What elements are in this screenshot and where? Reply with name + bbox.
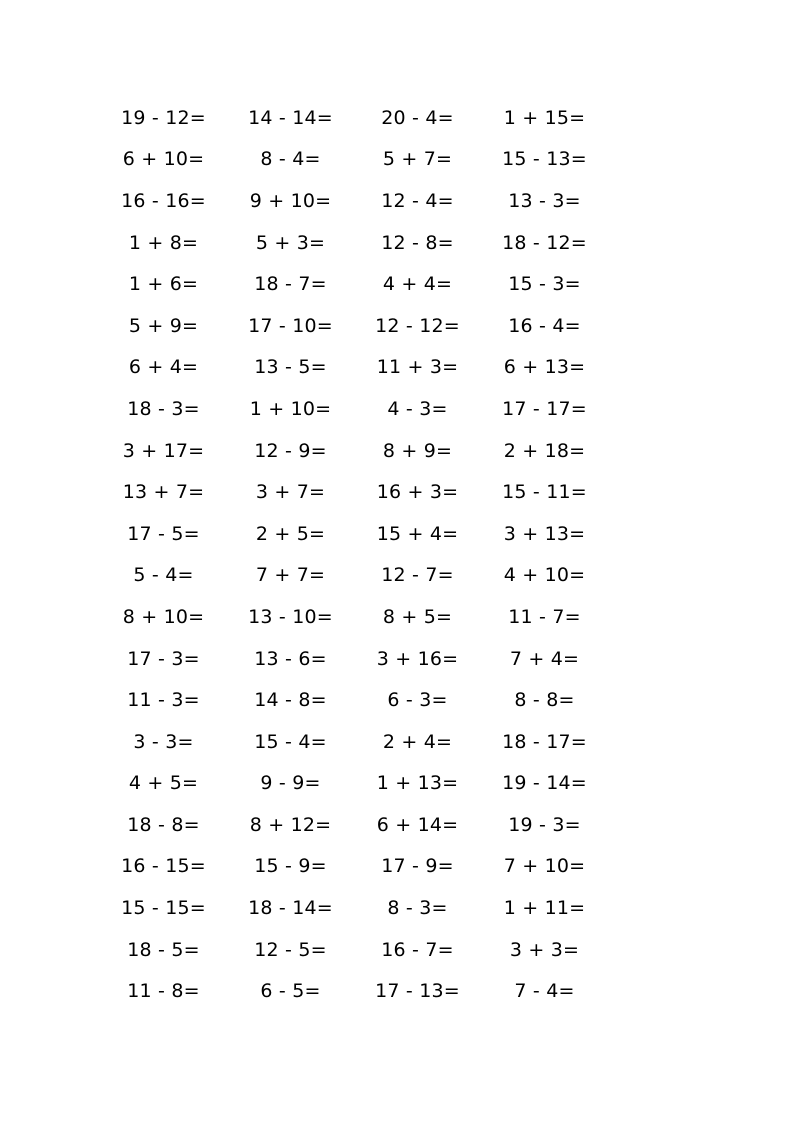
math-problem: 4 + 4= <box>382 273 453 296</box>
math-problem: 15 - 11= <box>502 481 587 504</box>
math-problem: 8 + 9= <box>382 439 453 462</box>
math-problem: 17 - 5= <box>127 522 200 545</box>
math-problem: 11 + 3= <box>376 356 459 379</box>
math-problem: 3 + 3= <box>509 938 580 961</box>
math-problem: 1 + 13= <box>376 772 459 795</box>
math-problem: 3 + 16= <box>376 647 459 670</box>
math-problem: 13 - 3= <box>508 189 581 212</box>
math-problem: 18 - 8= <box>127 813 200 836</box>
problem-row <box>100 679 610 721</box>
math-problem: 7 + 7= <box>255 564 326 587</box>
math-problem: 16 - 15= <box>121 855 206 878</box>
math-problem: 16 - 16= <box>121 189 206 212</box>
math-problem: 5 + 9= <box>128 314 199 337</box>
math-problem: 5 + 3= <box>255 231 326 254</box>
problem-row <box>100 555 610 597</box>
math-problem: 14 - 8= <box>254 689 327 712</box>
problem-row <box>100 263 610 305</box>
math-problem: 8 + 10= <box>122 605 205 628</box>
math-problem: 15 - 3= <box>508 273 581 296</box>
math-problem: 2 + 5= <box>255 522 326 545</box>
problem-row <box>100 804 610 846</box>
problem-row <box>100 471 610 513</box>
problem-row <box>100 763 610 805</box>
math-problem: 17 - 10= <box>248 314 333 337</box>
problem-row <box>100 929 610 971</box>
math-problem: 1 + 8= <box>128 231 199 254</box>
problem-row <box>100 305 610 347</box>
math-problem: 18 - 5= <box>127 938 200 961</box>
math-problem: 15 - 4= <box>254 730 327 753</box>
math-problem: 1 + 11= <box>503 897 586 920</box>
problem-row <box>100 513 610 555</box>
math-problem: 8 - 3= <box>387 897 448 920</box>
problem-row <box>100 721 610 763</box>
math-problem: 18 - 12= <box>502 231 587 254</box>
math-problem: 7 + 4= <box>509 647 580 670</box>
math-problem: 12 - 4= <box>381 189 454 212</box>
math-problem: 17 - 13= <box>375 980 460 1003</box>
math-problem: 9 - 9= <box>260 772 321 795</box>
math-problem: 4 + 10= <box>503 564 586 587</box>
math-problem: 15 - 9= <box>254 855 327 878</box>
math-problem: 4 + 5= <box>128 772 199 795</box>
math-problem: 11 - 8= <box>127 980 200 1003</box>
math-problem: 18 - 14= <box>248 897 333 920</box>
math-problem: 7 + 10= <box>503 855 586 878</box>
math-problem: 12 - 9= <box>254 439 327 462</box>
math-problem: 14 - 14= <box>248 106 333 129</box>
problem-row <box>100 347 610 389</box>
math-problem: 16 - 7= <box>381 938 454 961</box>
math-problem: 8 - 8= <box>514 689 575 712</box>
math-problem: 7 - 4= <box>514 980 575 1003</box>
math-problem: 13 + 7= <box>122 481 205 504</box>
math-problem: 16 - 4= <box>508 314 581 337</box>
math-problem: 6 + 10= <box>122 148 205 171</box>
math-problem: 11 - 7= <box>508 605 581 628</box>
math-problem: 19 - 14= <box>502 772 587 795</box>
math-problem: 5 + 7= <box>382 148 453 171</box>
math-problem: 18 - 17= <box>502 730 587 753</box>
math-problem: 2 + 4= <box>382 730 453 753</box>
math-problem: 5 - 4= <box>133 564 194 587</box>
math-problem: 18 - 7= <box>254 273 327 296</box>
problem-row <box>100 388 610 430</box>
math-problem: 13 - 10= <box>248 605 333 628</box>
math-problem: 11 - 3= <box>127 689 200 712</box>
problem-row <box>100 222 610 264</box>
arithmetic-worksheet <box>100 97 610 1012</box>
problem-row <box>100 97 610 139</box>
math-problem: 8 + 12= <box>249 813 332 836</box>
math-problem: 15 - 13= <box>502 148 587 171</box>
math-problem: 12 - 5= <box>254 938 327 961</box>
math-problem: 12 - 7= <box>381 564 454 587</box>
math-problem: 3 + 13= <box>503 522 586 545</box>
math-problem: 8 + 5= <box>382 605 453 628</box>
math-problem: 17 - 17= <box>502 397 587 420</box>
math-problem: 19 - 12= <box>121 106 206 129</box>
math-problem: 8 - 4= <box>260 148 321 171</box>
math-problem: 18 - 3= <box>127 397 200 420</box>
math-problem: 12 - 12= <box>375 314 460 337</box>
math-problem: 17 - 3= <box>127 647 200 670</box>
math-problem: 13 - 5= <box>254 356 327 379</box>
problem-row <box>100 596 610 638</box>
problem-row <box>100 180 610 222</box>
problem-row <box>100 887 610 929</box>
math-problem: 1 + 6= <box>128 273 199 296</box>
math-problem: 4 - 3= <box>387 397 448 420</box>
math-problem: 1 + 10= <box>249 397 332 420</box>
math-problem: 6 - 5= <box>260 980 321 1003</box>
math-problem: 6 + 4= <box>128 356 199 379</box>
problem-row <box>100 970 610 1012</box>
math-problem: 1 + 15= <box>503 106 586 129</box>
math-problem: 6 - 3= <box>387 689 448 712</box>
problem-row <box>100 846 610 888</box>
math-problem: 13 - 6= <box>254 647 327 670</box>
math-problem: 16 + 3= <box>376 481 459 504</box>
problem-row <box>100 139 610 181</box>
math-problem: 19 - 3= <box>508 813 581 836</box>
math-problem: 12 - 8= <box>381 231 454 254</box>
problem-row <box>100 638 610 680</box>
math-problem: 17 - 9= <box>381 855 454 878</box>
math-problem: 2 + 18= <box>503 439 586 462</box>
math-problem: 6 + 14= <box>376 813 459 836</box>
math-problem: 3 + 17= <box>122 439 205 462</box>
math-problem: 15 - 15= <box>121 897 206 920</box>
problem-row <box>100 430 610 472</box>
math-problem: 3 - 3= <box>133 730 194 753</box>
math-problem: 3 + 7= <box>255 481 326 504</box>
math-problem: 6 + 13= <box>503 356 586 379</box>
math-problem: 20 - 4= <box>381 106 454 129</box>
math-problem: 9 + 10= <box>249 189 332 212</box>
math-problem: 15 + 4= <box>376 522 459 545</box>
